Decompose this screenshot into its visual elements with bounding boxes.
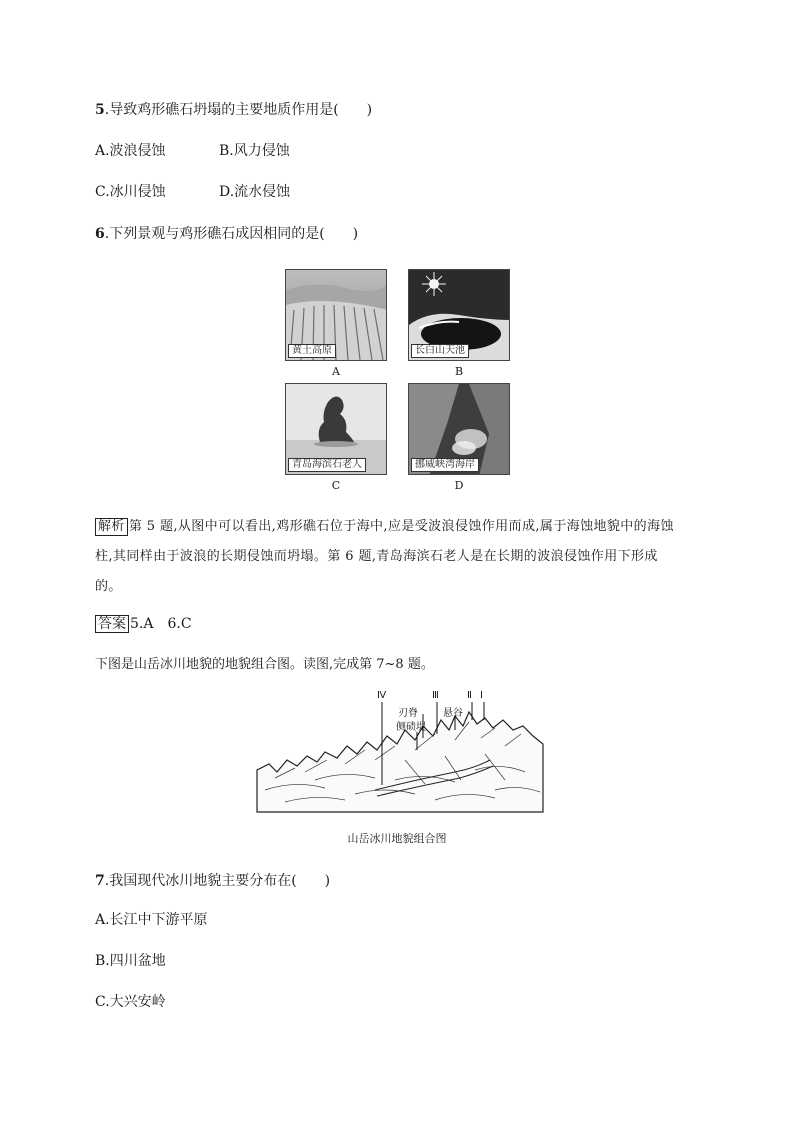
photo-d-letter: D	[454, 479, 464, 492]
question-6	[95, 224, 358, 244]
q5-option-b: B.风力侵蚀	[219, 143, 290, 159]
question-7-stem: .我国现代冰川地貌主要分布在( )	[104, 873, 331, 889]
q5-option-a: A.波浪侵蚀	[95, 143, 166, 159]
diagram-label-ii: Ⅱ	[467, 690, 472, 701]
answer-text: 5.A 6.C	[130, 616, 192, 632]
q5-option-d: D.流水侵蚀	[219, 184, 291, 200]
photo-c-caption: 青岛海滨石老人	[288, 458, 366, 472]
photo-c-letter: C	[331, 479, 341, 492]
photo-d-caption: 挪威峡湾海岸	[411, 458, 479, 472]
question-5-number: 5	[95, 102, 105, 118]
q7-option-b: B.四川盆地	[95, 953, 166, 969]
question-7-number: 7	[95, 873, 105, 889]
analysis-line-3: 的。	[95, 579, 122, 594]
q5-option-c: C.冰川侵蚀	[95, 184, 166, 200]
analysis-line-2: 柱,其同样由于波浪的长期侵蚀而坍塌。第 6 题,青岛海滨石老人是在长期的波浪侵蚀作用下形成	[95, 549, 658, 564]
diagram-caption: 山岳冰川地貌组合图	[347, 832, 447, 845]
photo-a-caption: 黄土高原	[288, 344, 336, 358]
diagram-label-iv: Ⅳ	[377, 690, 387, 701]
diagram-intro: 下图是山岳冰川地貌的地貌组合图。读图,完成第 7~8 题。	[95, 657, 434, 672]
diagram-label-xuangu: 悬谷	[443, 708, 463, 719]
answer-block	[95, 614, 192, 634]
photo-b-caption: 长白山天池	[411, 344, 469, 358]
photo-qingdao-shilaoren	[285, 383, 387, 475]
photo-b-letter: B	[454, 365, 464, 378]
question-7	[95, 871, 330, 891]
analysis-tag: 解析	[95, 518, 128, 536]
analysis-line-1: 第 5 题,从图中可以看出,鸡形礁石位于海中,应是受波浪侵蚀作用而成,属于海蚀地貌中的海蚀	[128, 519, 674, 534]
diagram-label-i: Ⅰ	[480, 690, 483, 701]
q7-option-a: A.长江中下游平原	[95, 912, 208, 928]
question-6-number: 6	[95, 226, 105, 242]
question-5	[95, 100, 372, 120]
photo-a-letter: A	[332, 365, 340, 378]
question-6-stem: .下列景观与鸡形礁石成因相同的是( )	[104, 226, 359, 242]
answer-tag: 答案	[95, 615, 129, 633]
analysis-block	[95, 512, 695, 602]
question-5-stem: .导致鸡形礁石坍塌的主要地质作用是( )	[104, 102, 373, 118]
diagram-label-iii: Ⅲ	[432, 690, 439, 701]
photo-loess-plateau	[285, 269, 387, 361]
diagram-label-renji: 刃脊	[398, 708, 418, 719]
photo-norway-fjord	[408, 383, 510, 475]
photo-changbai-tianchi	[408, 269, 510, 361]
diagram-label-cechiti: 侧碛堤	[396, 722, 426, 733]
q7-option-c: C.大兴安岭	[95, 994, 166, 1010]
